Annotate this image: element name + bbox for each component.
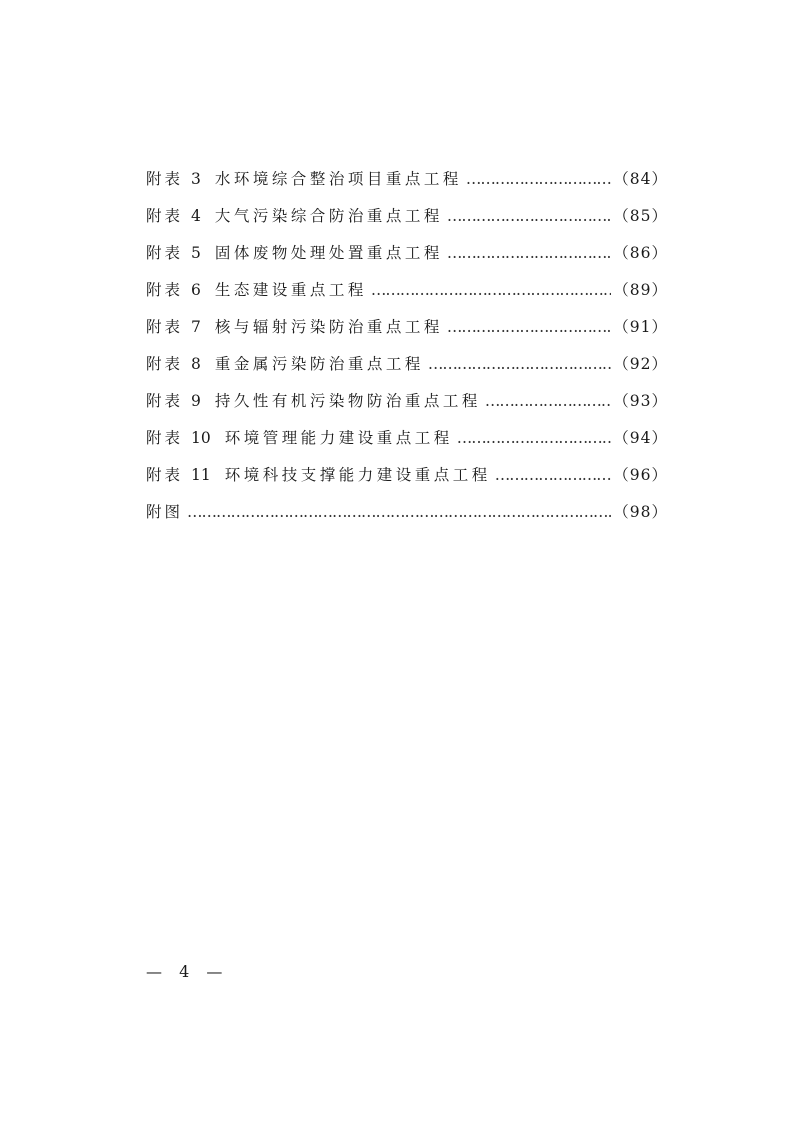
entry-title: 固体废物处理处置重点工程	[214, 244, 443, 262]
toc-entry[interactable]	[146, 312, 668, 349]
toc-entry[interactable]	[146, 275, 668, 312]
entry-page: （86）	[613, 244, 668, 262]
entry-label: 附表 9	[146, 392, 201, 410]
toc-entry[interactable]	[146, 423, 668, 460]
toc-entry[interactable]	[146, 349, 668, 386]
entry-page: （94）	[613, 429, 668, 447]
page-number: — 4 —	[146, 962, 229, 981]
entry-label: 附表 3	[146, 170, 201, 188]
entry-page: （85）	[613, 207, 668, 225]
toc-entry[interactable]	[146, 164, 668, 201]
table-of-contents	[146, 164, 668, 534]
entry-label: 附表 10	[146, 429, 211, 447]
entry-page: （98）	[613, 503, 668, 521]
entry-title: 环境管理能力建设重点工程	[224, 429, 453, 447]
entry-page: （89）	[613, 281, 668, 299]
dot-leader	[485, 386, 611, 416]
entry-title: 重金属污染防治重点工程	[214, 355, 424, 373]
entry-page: （84）	[613, 170, 668, 188]
dot-leader	[447, 312, 611, 342]
dot-leader	[371, 275, 611, 305]
entry-title: 生态建设重点工程	[214, 281, 367, 299]
entry-page: （92）	[613, 355, 668, 373]
dot-leader	[428, 349, 611, 379]
entry-page: （96）	[613, 466, 668, 484]
entry-label: 附表 5	[146, 244, 201, 262]
entry-label: 附表 7	[146, 318, 201, 336]
entry-label: 附表 4	[146, 207, 201, 225]
entry-title: 核与辐射污染防治重点工程	[214, 318, 443, 336]
entry-label: 附表 6	[146, 281, 201, 299]
toc-entry[interactable]	[146, 201, 668, 238]
toc-entry[interactable]	[146, 497, 668, 534]
dot-leader	[457, 423, 612, 453]
entry-label: 附表 11	[146, 466, 211, 484]
entry-page: （91）	[613, 318, 668, 336]
dot-leader	[447, 201, 611, 231]
entry-label: 附表 8	[146, 355, 201, 373]
dot-leader	[495, 460, 612, 490]
toc-entry[interactable]	[146, 238, 668, 275]
entry-page: （93）	[613, 392, 668, 410]
dot-leader	[466, 164, 611, 194]
dot-leader	[187, 497, 611, 527]
toc-entry[interactable]	[146, 386, 668, 423]
entry-title: 持久性有机污染物防治重点工程	[214, 392, 481, 410]
entry-label: 附图	[146, 503, 184, 521]
entry-title: 水环境综合整治项目重点工程	[214, 170, 462, 188]
toc-entry[interactable]	[146, 460, 668, 497]
entry-title: 大气污染综合防治重点工程	[214, 207, 443, 225]
dot-leader	[447, 238, 611, 268]
entry-title: 环境科技支撑能力建设重点工程	[224, 466, 491, 484]
